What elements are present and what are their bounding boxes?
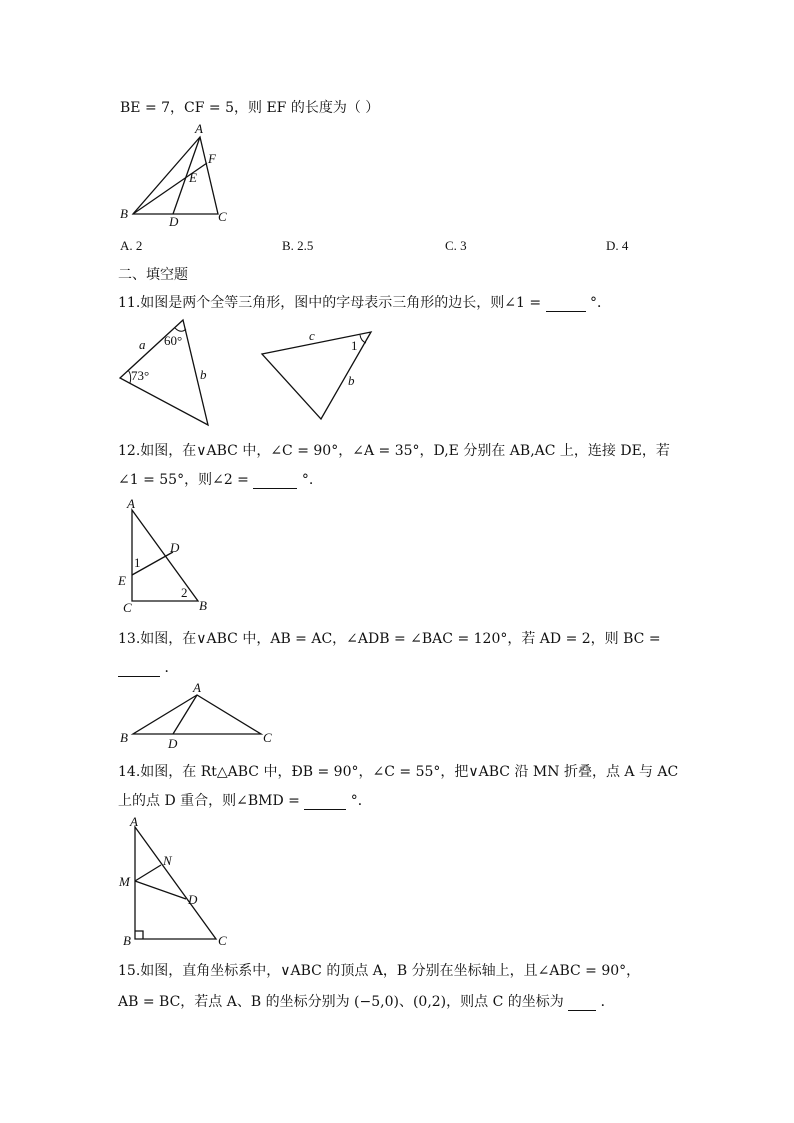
- q12-figure: [115, 495, 225, 620]
- q15-line2: [118, 991, 615, 1011]
- q12-line2-before: ∠1 = 55°，则∠2 =: [118, 472, 249, 488]
- q11-label-a: a: [139, 337, 146, 352]
- q14-label-m: M: [119, 874, 130, 889]
- q11-text-before: 11.如图是两个全等三角形，图中的字母表示三角形的边长，则∠1 =: [118, 295, 542, 311]
- section-title: 二、填空题: [118, 267, 188, 283]
- q12-label-a: A: [127, 496, 135, 511]
- q10-option-d[interactable]: D. 4: [606, 238, 629, 253]
- q14-right-angle-mark: [135, 931, 143, 939]
- q14-line2-after: °．: [350, 793, 372, 809]
- q13-line2: [118, 657, 178, 677]
- q13-line1: 13.如图，在∨ABC 中，AB = AC，∠ADB = ∠BAC = 120°，若 AD = 2，则 BC =: [118, 631, 661, 647]
- q12-line2: [118, 469, 313, 489]
- q12-label-d: D: [170, 540, 180, 555]
- q10-label-e: E: [189, 170, 197, 185]
- q10-label-a: A: [195, 121, 203, 136]
- q14-line2-before: 上的点 D 重合，则∠BMD =: [118, 793, 300, 809]
- q14-line2: [118, 790, 372, 810]
- q10-label-c: C: [218, 209, 227, 224]
- q11-angle-arc-60: [175, 328, 186, 331]
- q12-label-b: B: [199, 598, 207, 613]
- q13-label-b: B: [120, 730, 128, 745]
- q12-answer-blank[interactable]: [253, 472, 297, 489]
- q14-line1: 14.如图，在 Rt△ABC 中，ÐB = 90°，∠C = 55°，把∨ABC 沿 MN 折叠，点 A 与 AC: [118, 764, 679, 780]
- q15-line2-after: ．: [600, 994, 615, 1010]
- q14-label-a: A: [130, 814, 138, 829]
- q10-triangle: [133, 137, 218, 214]
- q10-text: BE = 7，CF = 5，则 EF 的长度为（ ）: [120, 100, 380, 116]
- q14-label-c: C: [218, 933, 227, 948]
- q11-label-1: 1: [351, 338, 358, 353]
- q12-line2-after: °.: [301, 472, 314, 488]
- q13-label-a: A: [193, 680, 201, 695]
- q14-label-n: N: [163, 853, 172, 868]
- q13-line-ad: [173, 695, 197, 734]
- q13-label-d: D: [168, 736, 178, 751]
- q14-line-mn: [135, 865, 161, 881]
- q10-option-b[interactable]: B. 2.5: [282, 238, 314, 253]
- q11-label-b-right: b: [348, 373, 355, 388]
- q11-label-c: c: [309, 328, 315, 343]
- q10-label-f: F: [208, 151, 216, 166]
- q11-label-73: 73°: [131, 368, 150, 383]
- q12-label-2: 2: [181, 585, 188, 600]
- q14-figure: [115, 815, 235, 950]
- q10-option-a[interactable]: A. 2: [120, 238, 143, 253]
- q10-figure: [115, 120, 255, 235]
- q10-label-d: D: [169, 214, 179, 229]
- q13-triangle: [133, 695, 261, 734]
- q11-figure: [115, 315, 385, 430]
- q10-option-c[interactable]: C. 3: [445, 238, 467, 253]
- q11-text-after: °．: [590, 295, 611, 311]
- q13-figure: [115, 682, 285, 752]
- q12-line1: 12.如图，在∨ABC 中，∠C = 90°，∠A = 35°，D,E 分别在 AB,AC 上，连接 DE，若: [118, 443, 670, 459]
- q15-answer-blank[interactable]: [568, 994, 596, 1011]
- q11-label-60: 60°: [164, 333, 183, 348]
- q12-label-e: E: [118, 573, 126, 588]
- q12-label-1: 1: [134, 555, 141, 570]
- q13-label-c: C: [263, 730, 272, 745]
- q14-answer-blank[interactable]: [304, 793, 346, 810]
- q14-label-d: D: [188, 892, 198, 907]
- q14-triangle: [135, 827, 216, 939]
- q13-line2-after: ．: [164, 660, 179, 676]
- q15-line1: 15.如图，直角坐标系中，∨ABC 的顶点 A，B 分别在坐标轴上，且∠ABC = 90°，: [118, 963, 641, 979]
- q10-label-b: B: [120, 206, 128, 221]
- q13-answer-blank[interactable]: [118, 660, 160, 677]
- q12-triangle: [132, 510, 198, 601]
- q12-label-c: C: [123, 600, 132, 615]
- q14-label-b: B: [123, 933, 131, 948]
- q11-answer-blank[interactable]: [546, 295, 586, 312]
- q15-line2-before: AB = BC，若点 A、B 的坐标分别为 (−5,0)、(0,2)，则点 C 的坐标为: [118, 994, 564, 1010]
- q11-text: [118, 292, 611, 312]
- q11-label-b-left: b: [200, 367, 207, 382]
- q14-line-md: [135, 881, 186, 899]
